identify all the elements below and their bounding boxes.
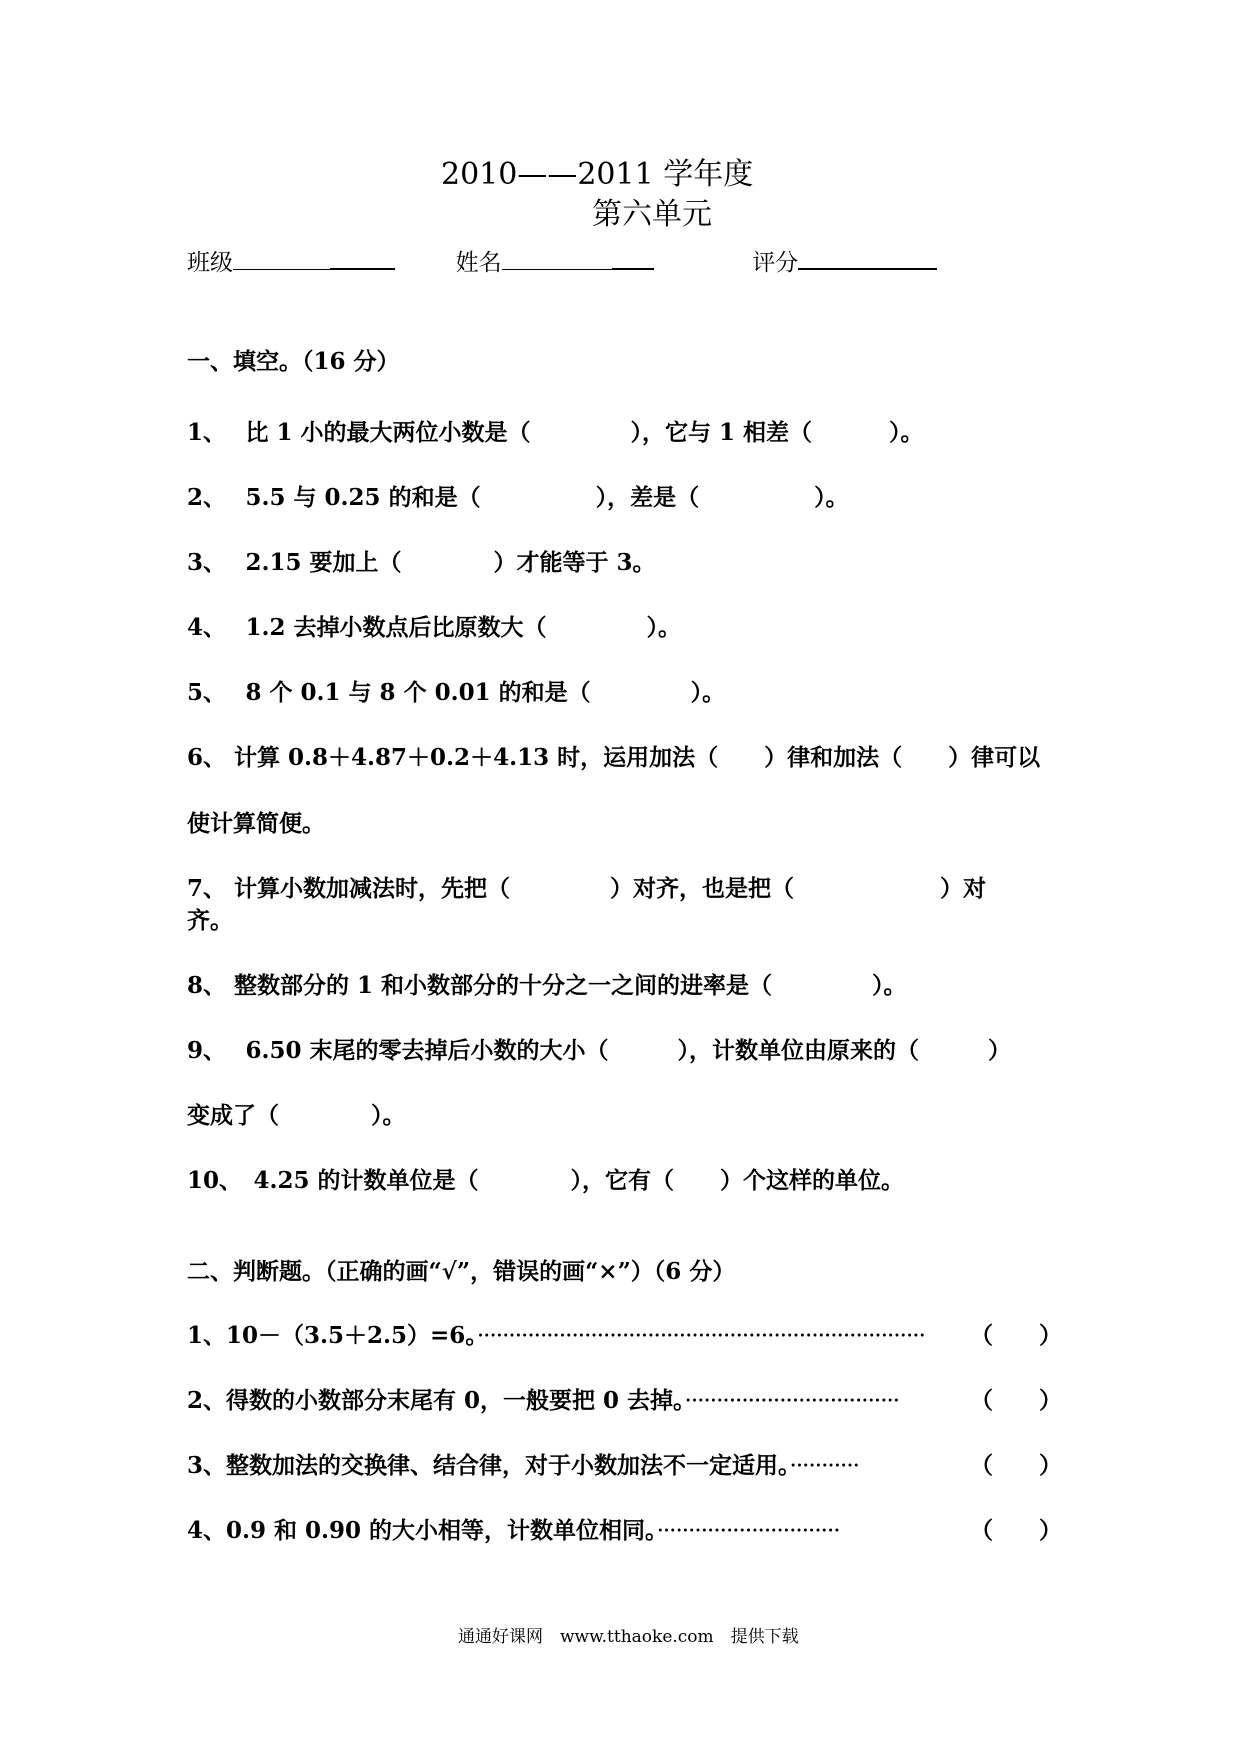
fill-item-6-cont: 使计算简便。	[187, 810, 325, 837]
class-blank-end	[330, 248, 395, 270]
judge-item-4	[187, 1519, 840, 1543]
judge-item-1-answer[interactable]: （ ）	[970, 1322, 1062, 1349]
judge-item-4-text: 4、0.9 和 0.90 的大小相等，计数单位相同。	[187, 1517, 657, 1544]
fill-item-7-cont: 齐。	[187, 907, 233, 934]
judge-item-2	[187, 1389, 899, 1413]
fill-item-7: 7、 计算小数加减法时，先把（ ）对齐，也是把（ ）对	[187, 875, 987, 902]
judge-item-2-answer[interactable]: （ ）	[970, 1387, 1062, 1414]
score-label: 评分	[752, 250, 799, 276]
class-label: 班级	[187, 250, 233, 276]
judge-item-4-answer[interactable]: （ ）	[970, 1517, 1062, 1544]
class-blank[interactable]	[233, 249, 330, 270]
page-subtitle: 第六单元	[592, 197, 712, 232]
section1-heading: 一、填空。（16 分）	[187, 348, 400, 375]
judge-item-2-text: 2、得数的小数部分末尾有 0，一般要把 0 去掉。	[187, 1387, 685, 1414]
student-info-row	[187, 248, 937, 275]
fill-item-10: 10、 4.25 的计数单位是（ ），它有（ ）个这样的单位。	[187, 1167, 905, 1194]
judge-item-3	[187, 1454, 859, 1478]
judge-item-3-dots: ···········	[789, 1453, 859, 1479]
name-blank-end	[612, 248, 654, 270]
judge-item-1-dots: ·······································································	[476, 1323, 925, 1349]
fill-item-9-cont: 变成了（ ）。	[187, 1102, 406, 1129]
fill-item-4: 4、 1.2 去掉小数点后比原数大（ ）。	[187, 614, 682, 641]
section2-heading: 二、判断题。（正确的画“√”，错误的画“×”）（6 分）	[187, 1258, 736, 1285]
judge-item-3-answer[interactable]: （ ）	[970, 1452, 1062, 1479]
fill-item-5: 5、 8 个 0.1 与 8 个 0.01 的和是（ ）。	[187, 679, 726, 706]
fill-item-2: 2、 5.5 与 0.25 的和是（ ），差是（ ）。	[187, 484, 849, 511]
judge-item-1	[187, 1324, 925, 1348]
fill-item-8: 8、 整数部分的 1 和小数部分的十分之一之间的进率是（ ）。	[187, 972, 907, 999]
fill-item-9: 9、 6.50 末尾的零去掉后小数的大小（ ），计数单位由原来的（ ）	[187, 1037, 1012, 1064]
judge-item-3-text: 3、整数加法的交换律、结合律，对于小数加法不一定适用。	[187, 1452, 790, 1479]
fill-item-1: 1、 比 1 小的最大两位小数是（ ），它与 1 相差（ ）。	[187, 419, 924, 446]
fill-item-6: 6、 计算 0.8＋4.87＋0.2＋4.13 时，运用加法（ ）律和加法（ ）律可以	[187, 744, 1041, 771]
name-blank[interactable]	[502, 249, 612, 270]
page-footer: 通通好课网 www.tthaoke.com 提供下载	[458, 1627, 799, 1647]
page-title: 2010——2011 学年度	[441, 157, 754, 192]
score-blank[interactable]	[798, 248, 937, 270]
judge-item-4-dots: ·····························	[656, 1518, 840, 1544]
name-label: 姓名	[455, 250, 502, 276]
fill-item-3: 3、 2.15 要加上（ ）才能等于 3。	[187, 549, 656, 576]
judge-item-1-text: 1、10－（3.5＋2.5）=6。	[187, 1322, 477, 1349]
judge-item-2-dots: ··································	[684, 1388, 900, 1414]
